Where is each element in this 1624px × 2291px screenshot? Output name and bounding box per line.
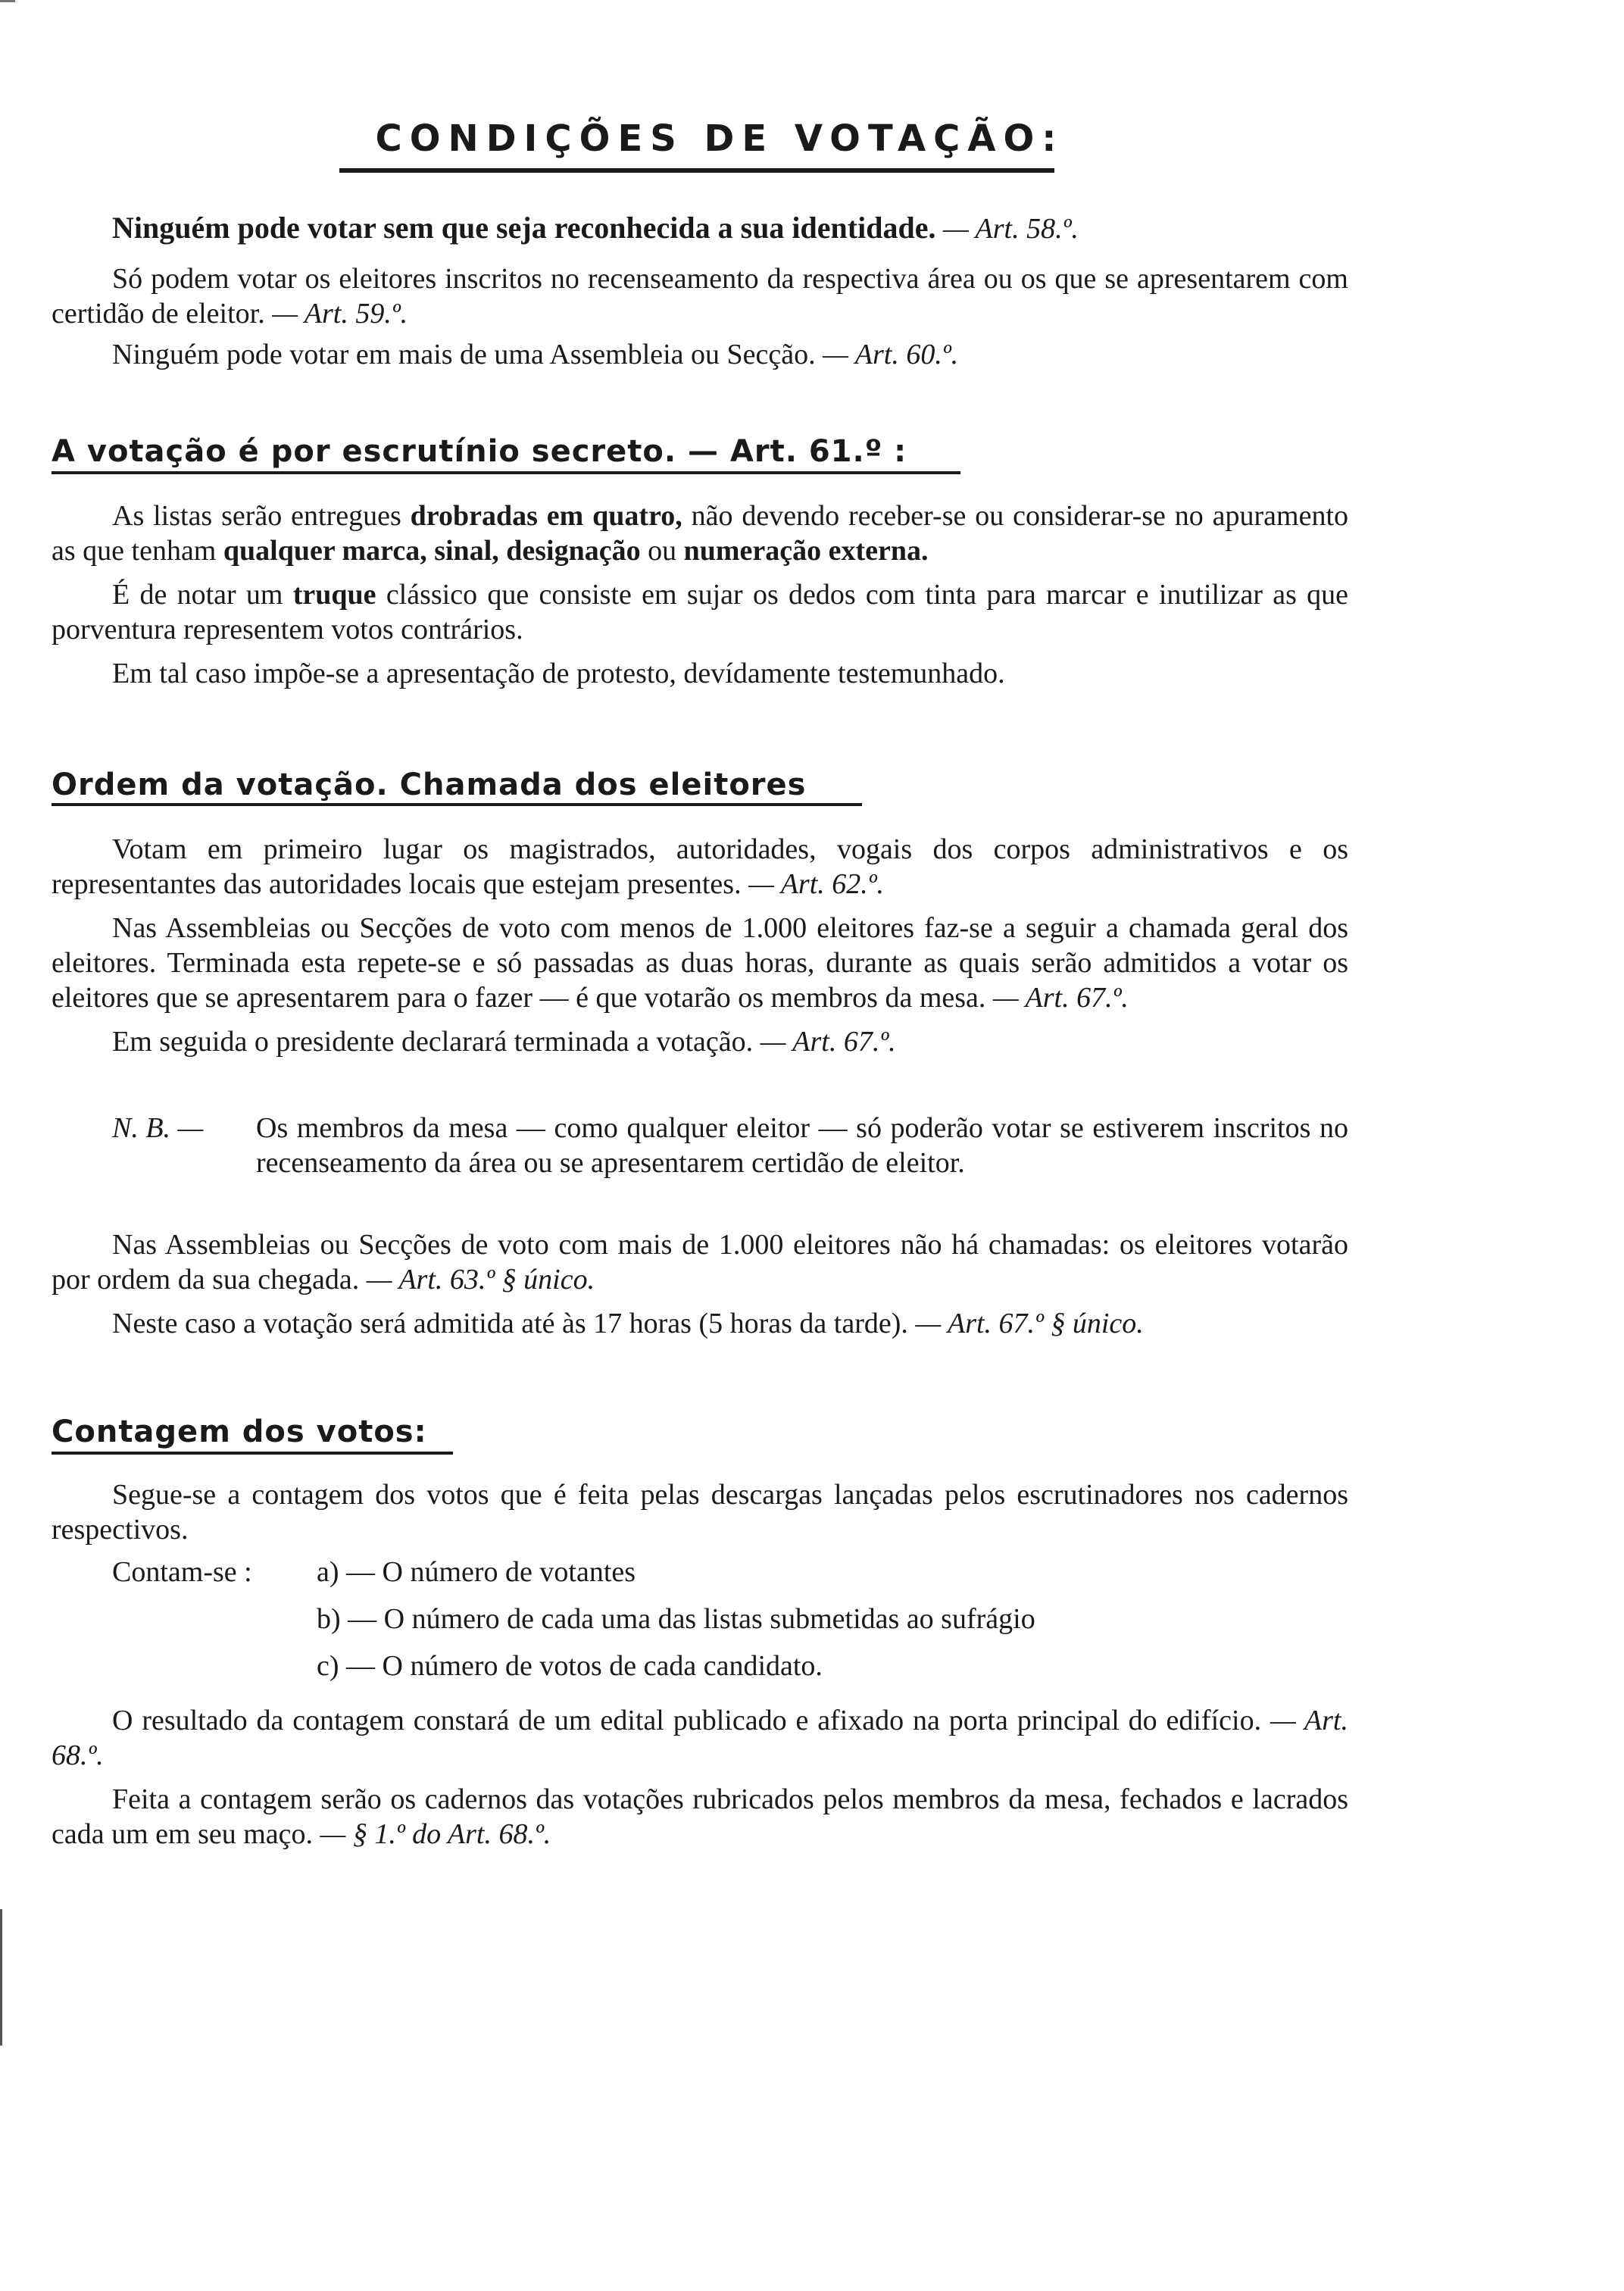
page-title: CONDIÇÕES DE VOTAÇÃO:	[375, 117, 1064, 160]
nota-bene-label: N. B. —	[112, 1112, 204, 1144]
heading-voting-order-underline	[52, 803, 862, 806]
scan-edge-line	[0, 1909, 2, 2046]
list-item: Contam-se : a) — O número de votantes	[112, 1556, 636, 1588]
intro-paragraph-2: Só podem votar os eleitores inscritos no recenseamento da respectiva área ou os que se apresentarem com certidão de eleitor. — Art. 59.º.	[52, 263, 1348, 330]
heading-vote-counting-underline	[52, 1452, 453, 1455]
order-paragraph-2: Nas Assembleias ou Secções de voto com menos de 1.000 eleitores faz-se a seguir a chamada geral dos eleitores. Terminada esta repete-se e só passadas as duas horas, durante as quais serão admitidos a votar os eleitores que se apresentarem para o fazer — é que votarão os membros da mesa. — Art. 67.º.	[52, 912, 1348, 1014]
secret-paragraph-2: É de notar um truque clássico que consiste em sujar os dedos com tinta para marcar e inutilizar as que porventura representem votos contrários.	[52, 579, 1349, 645]
order-paragraph-3: Em seguida o presidente declarará terminada a votação. — Art. 67.º.	[112, 1026, 896, 1058]
secret-paragraph-1: As listas serão entregues drobradas em quatro, não devendo receber-se ou considerar-se no apuramento as que tenham qualquer marca, sinal, designação ou numeração externa.	[52, 500, 1349, 567]
voting-order-block	[52, 832, 1348, 1059]
heading-secret-ballot: A votação é por escrutínio secreto. — Art. 61.º :	[52, 434, 907, 469]
vote-counting-block-2	[52, 1703, 1348, 1852]
heading-voting-order: Ordem da votação. Chamada dos eleitores	[52, 767, 807, 802]
count-paragraph-3: Feita a contagem serão os cadernos das votações rubricados pelos membros da mesa, fechados e lacrados cada um em seu maço. — § 1.º do Art. 68.º.	[52, 1783, 1348, 1850]
voting-order-block-2	[52, 1227, 1348, 1341]
secret-ballot-block	[52, 499, 1348, 691]
secret-paragraph-3: Em tal caso impõe-se a apresentação de protesto, devídamente testemunhado.	[112, 658, 1005, 689]
intro-paragraph-1: Ninguém pode votar sem que seja reconhecida a sua identidade. — Art. 58.º.	[112, 211, 1079, 245]
heading-vote-counting: Contagem dos votos:	[52, 1414, 427, 1449]
order-paragraph-5: Neste caso a votação será admitida até às 17 horas (5 horas da tarde). — Art. 67.º § único.	[112, 1308, 1144, 1339]
intro-paragraph-3: Ninguém pode votar em mais de uma Assembleia ou Secção. — Art. 60.º.	[112, 339, 959, 370]
title-underline	[339, 168, 1054, 173]
count-paragraph-1: Segue-se a contagem dos votos que é feita pelas descargas lançadas pelos escrutinadores nos cadernos respectivos.	[52, 1479, 1348, 1546]
order-paragraph-4: Nas Assembleias ou Secções de voto com mais de 1.000 eleitores não há chamadas: os eleitores votarão por ordem da sua chegada. — Art. 63.º § único.	[52, 1229, 1348, 1296]
vote-counting-block	[52, 1477, 1348, 1547]
count-paragraph-2: O resultado da contagem constará de um edital publicado e afixado na porta principal do edifício. — Art. 68.º.	[52, 1705, 1348, 1771]
intro-block	[52, 211, 1348, 372]
list-item: b) — O número de cada uma das listas submetidas ao sufrágio	[317, 1603, 1035, 1635]
scan-mark	[0, 0, 15, 2]
nota-bene-text: Os membros da mesa — como qualquer eleitor — só poderão votar se estiverem inscritos no recenseamento da área ou se apresentarem certidão de eleitor.	[256, 1112, 1348, 1179]
count-list	[112, 1555, 1324, 1696]
heading-secret-ballot-underline	[52, 471, 960, 474]
list-item: c) — O número de votos de cada candidato.	[317, 1650, 823, 1682]
list-lead: Contam-se :	[112, 1556, 252, 1588]
order-paragraph-1: Votam em primeiro lugar os magistrados, autoridades, vogais dos corpos administrativos e os representantes das autoridades locais que estejam presentes. — Art. 62.º.	[52, 833, 1348, 900]
